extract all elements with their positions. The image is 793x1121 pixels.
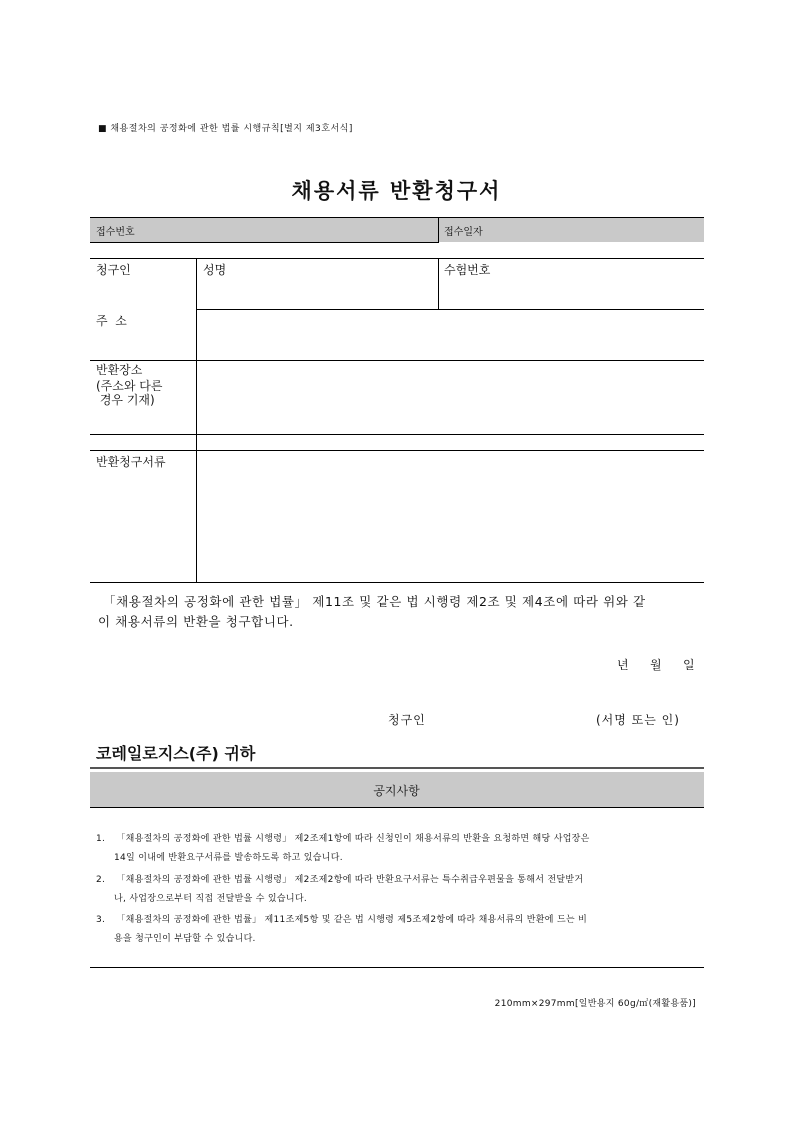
return-place-note: (주소와 다른 [96, 379, 163, 393]
legal-basis: ■ 채용절차의 공정화에 관한 법률 시행규칙[별지 제3호서식] [98, 124, 353, 134]
notice-item-text-cont: 나, 사업장으로부터 직접 전달받을 수 있습니다. [114, 894, 308, 904]
statement-line-1: 「채용절차의 공정화에 관한 법률」 제11조 및 같은 법 시행령 제2조 및 제4조에 따라 위와 같 [103, 594, 646, 609]
notice-item-number: 3. [96, 915, 106, 925]
day-label: 일 [683, 658, 695, 672]
notice-item-text: 「채용절차의 공정화에 관한 법률 시행령」 제2조제2항에 따라 반환요구서류는 특수취급우편물을 통해서 전달받거 [116, 875, 584, 885]
notice-item-1 [96, 830, 590, 868]
notice-item-text-cont: 용을 청구인이 부담할 수 있습니다. [114, 934, 256, 944]
return-place-note-2: 경우 기재) [96, 393, 155, 407]
name-label: 성명 [203, 263, 227, 277]
statement-line-2: 이 채용서류의 반환을 청구합니다. [98, 614, 294, 629]
notice-item-number: 1. [96, 834, 106, 844]
signature-hint: (서명 또는 인) [596, 713, 680, 727]
addressee: 코레일로지스(주) 귀하 [96, 744, 256, 763]
notice-item-number: 2. [96, 875, 106, 885]
return-place-label: 반환장소 [96, 363, 143, 377]
notice-item-2 [96, 871, 583, 909]
exam-number-field[interactable] [439, 276, 703, 308]
notice-title: 공지사항 [373, 784, 420, 798]
notice-item-text-cont: 14일 이내에 반환요구서류를 발송하도록 하고 있습니다. [114, 853, 343, 863]
name-field[interactable] [197, 276, 437, 308]
documents-field[interactable] [197, 452, 703, 580]
notice-item-3 [96, 911, 587, 949]
documents-label: 반환청구서류 [96, 455, 166, 469]
return-place-field[interactable] [197, 361, 703, 433]
exam-number-label: 수험번호 [444, 263, 491, 277]
page-title: 채용서류 반환청구서 [291, 179, 502, 203]
notice-top-border [90, 767, 704, 769]
receipt-date-label: 접수일자 [444, 227, 483, 238]
receipt-number-label: 접수번호 [96, 227, 135, 238]
paper-spec: 210mm×297mm[일반용지 60g/㎡(재활용품)] [494, 999, 696, 1009]
year-label: 년 [617, 658, 629, 672]
address-label: 주 소 [96, 314, 127, 328]
notice-item-text: 「채용절차의 공정화에 관한 법률」 제11조제5항 및 같은 법 시행령 제5조제2항에 따라 채용서류의 반환에 드는 비 [116, 915, 588, 925]
address-field[interactable] [197, 310, 703, 359]
applicant-label: 청구인 [96, 263, 131, 277]
receipt-row [90, 218, 704, 242]
signature-applicant-label: 청구인 [388, 713, 426, 727]
month-label: 월 [650, 658, 662, 672]
notice-item-text: 「채용절차의 공정화에 관한 법률 시행령」 제2조제1항에 따라 신청인이 채용서류의 반환을 요청하면 해당 사업장은 [116, 834, 590, 844]
